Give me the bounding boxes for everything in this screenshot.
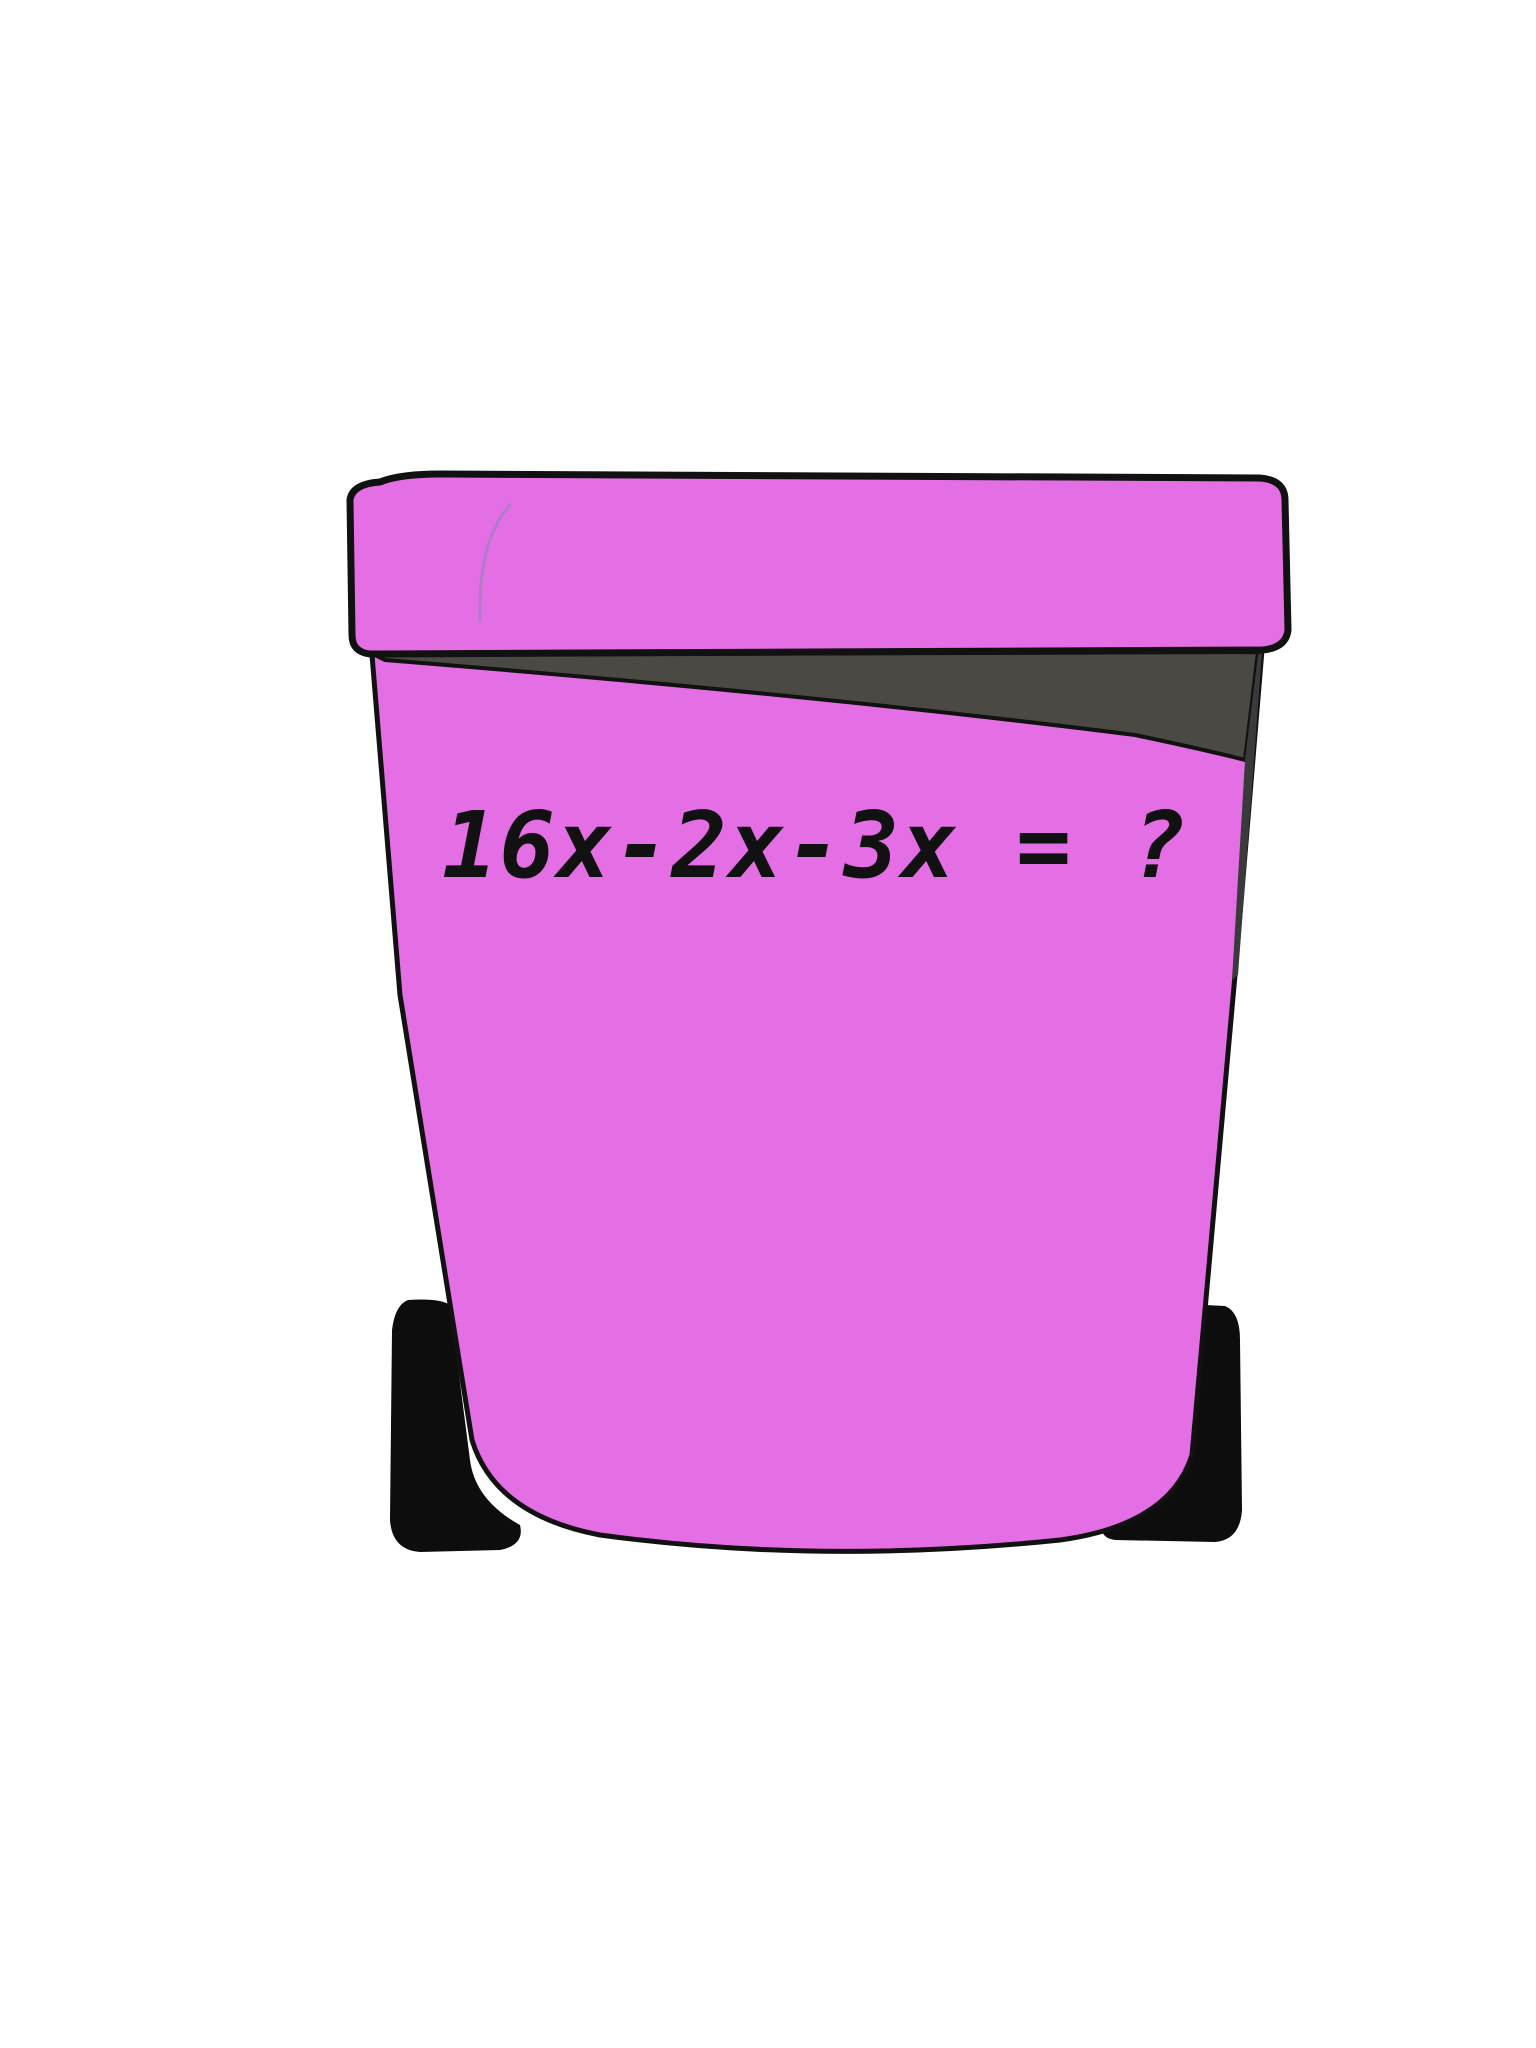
bin-lid bbox=[350, 474, 1288, 654]
equation-text: 16x-2x-3x = ? bbox=[441, 792, 1189, 899]
bin-body bbox=[372, 650, 1262, 1551]
